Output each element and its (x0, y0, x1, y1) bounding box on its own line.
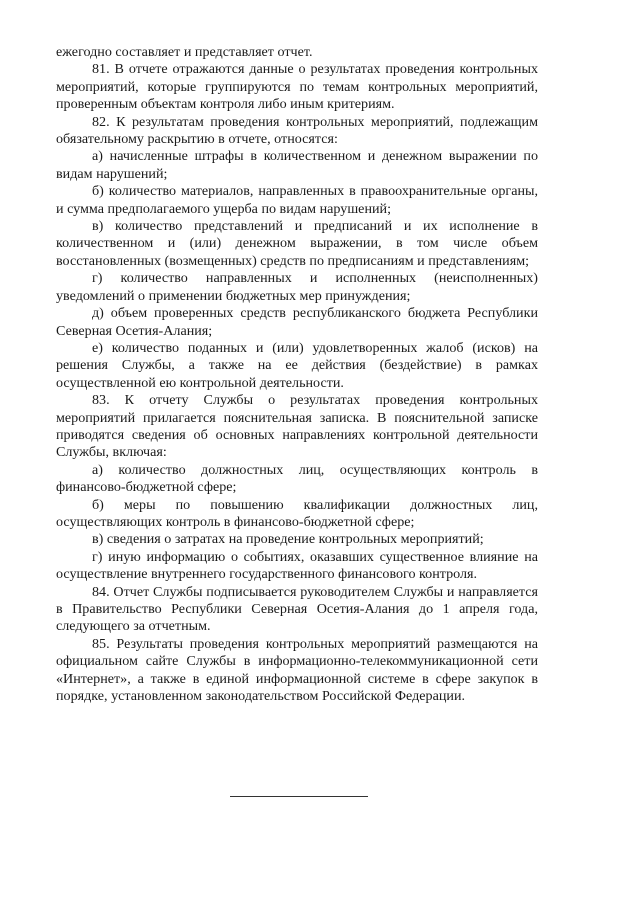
document-body (56, 44, 538, 705)
paragraph-82-g: г) количество направленных и исполненных (неисполненных) уведомлений о применении бюджетных мер принуждения; (56, 270, 538, 304)
end-divider-line (230, 796, 368, 797)
paragraph-82-e: е) количество поданных и (или) удовлетворенных жалоб (исков) на решения Службы, а также на ее действия (бездействие) в рамках осуществленной ею контрольной деятельности. (56, 339, 538, 391)
paragraph-82-b: б) количество материалов, направленных в правоохранительные органы, и сумма предполагаемого ущерба по видам нарушений; (56, 183, 538, 217)
paragraph-82-d: д) объем проверенных средств республиканского бюджета Республики Северная Осетия-Алания; (56, 305, 538, 339)
paragraph-83-a: а) количество должностных лиц, осуществляющих контроль в финансово-бюджетной сфере; (56, 461, 538, 496)
paragraph-81: 81. В отчете отражаются данные о результатах проведения контрольных мероприятий, которые группируются по темам контрольных мероприятий, проверенным объектам контроля либо иным критериям. (56, 61, 538, 113)
paragraph-82-v: в) количество представлений и предписаний и их исполнение в количественном и (или) денежном выражении, в том числе объем восстановленных (возмещенных) средств по предписаниям и представлениям; (56, 218, 538, 269)
paragraph-83-v: в) сведения о затратах на проведение контрольных мероприятий; (92, 531, 484, 548)
paragraph-85: 85. Результаты проведения контрольных мероприятий размещаются на официальном сайте Службы в информационно-телекоммуникационной сети «Интернет», а также в единой информационной системе в сфере закупок в порядке, установленном законодательством Российской Федерации. (56, 635, 538, 705)
paragraph-82: 82. К результатам проведения контрольных мероприятий, подлежащим обязательному раскрытию в отчете, относятся: (56, 113, 538, 148)
paragraph-83-g: г) иную информацию о событиях, оказавших существенное влияние на осуществление внутреннего государственного финансового контроля. (56, 548, 538, 583)
paragraph-continuation: ежегодно составляет и представляет отчет. (56, 44, 313, 60)
paragraph-82-a: а) начисленные штрафы в количественном и денежном выражении по видам нарушений; (56, 148, 538, 182)
paragraph-83: 83. К отчету Службы о результатах проведения контрольных мероприятий прилагается пояснительная записка. В пояснительной записке приводятся сведения об основных направлениях контрольной деятельности Службы, включая: (56, 392, 538, 461)
paragraph-83-b: б) меры по повышению квалификации должностных лиц, осуществляющих контроль в финансово-бюджетной сфере; (56, 496, 538, 530)
paragraph-84: 84. Отчет Службы подписывается руководителем Службы и направляется в Правительство Республики Северная Осетия-Алания до 1 апреля года, следующего за отчетным. (56, 583, 538, 635)
